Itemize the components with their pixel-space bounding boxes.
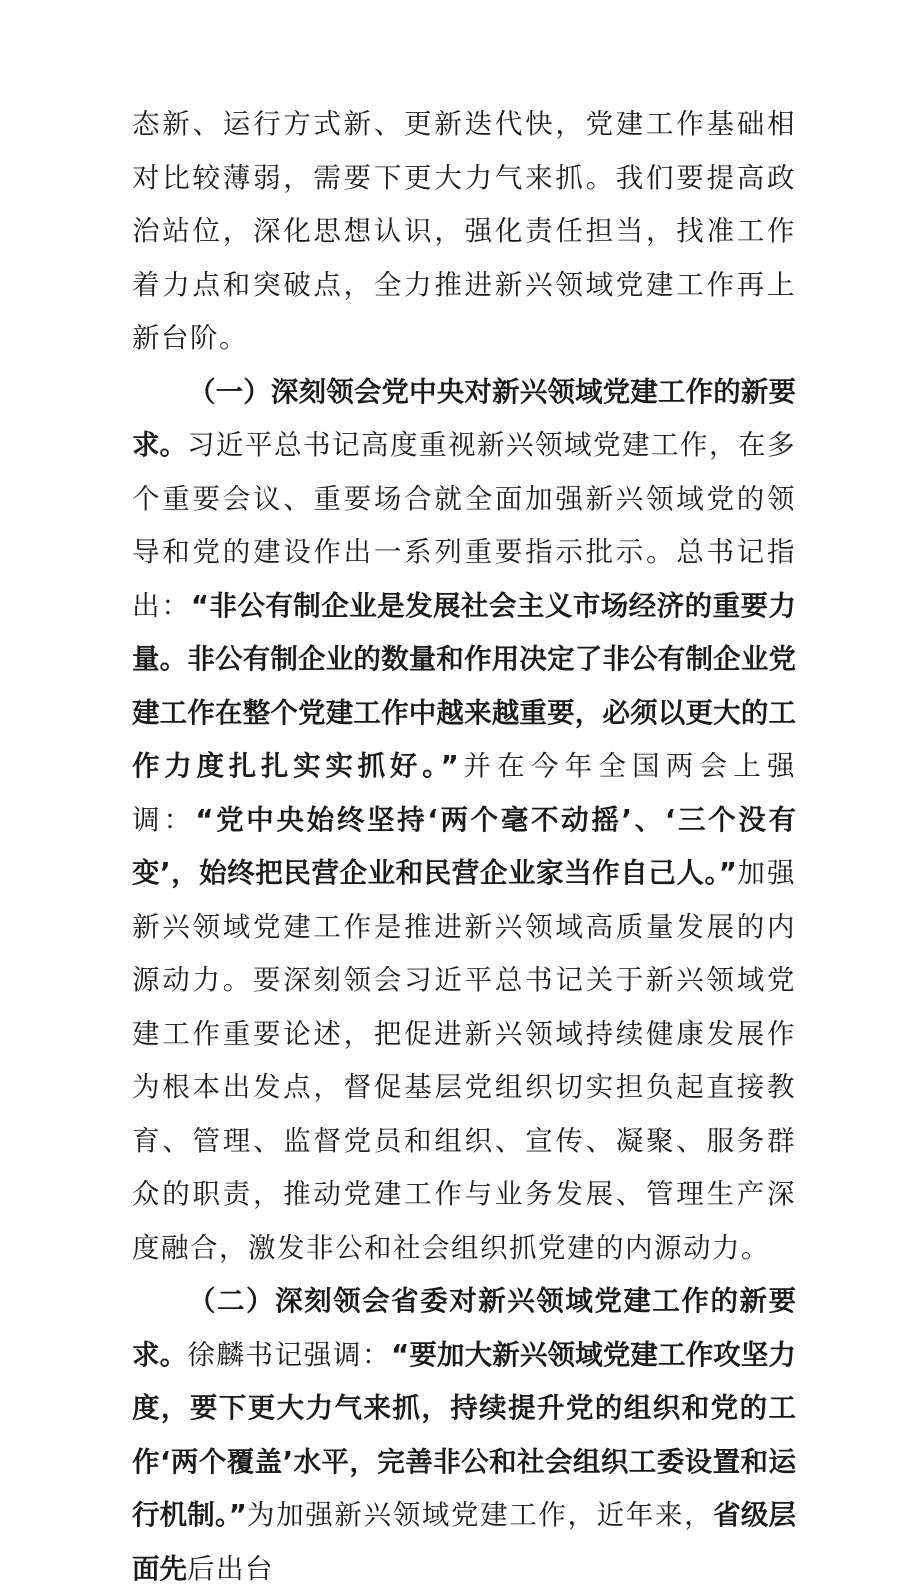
paragraph-text: 并在今年全国两会上强调： (132, 750, 797, 836)
quotation: “要加大新兴领域党建工作攻坚力度，要下更大力气来抓，持续提升党的组织和党的工作‘两个覆盖’水平，完善非公和社会组织工委设置和运行机制。” (132, 1338, 797, 1531)
paragraph-3 (132, 1275, 796, 1596)
paragraph-1 (132, 98, 796, 366)
paragraph-text: 态新、运行方式新、更新迭代快，党建工作基础相对比较薄弱，需要下更大力气来抓。我们要提高政治站位，深化思想认识，强化责任担当，找准工作着力点和突破点，全力推进新兴领域党建工作再上新台阶。 (132, 108, 796, 354)
paragraph-text: 为加强新兴领域党建工作，近年来， (246, 1499, 714, 1531)
quotation: “非公有制企业是发展社会主义市场经济的重要力量。非公有制企业的数量和作用决定了非公有制企业党建工作在整个党建工作中越来越重要，必须以更大的工作力度扎扎实实抓好。” (132, 589, 796, 782)
paragraph-text: 加强新兴领域党建工作是推进新兴领域高质量发展的内源动力。要深刻领会习近平总书记关于新兴领域党建工作重要论述，把促进新兴领域持续健康发展作为根本出发点，督促基层党组织切实担负起直接教育、管理、监督党员和组织、宣传、凝聚、服务群众的职责，推动党建工作与业务发展、管理生产深度融合，激发非公和社会组织抓党建的内源动力。 (132, 857, 797, 1264)
emphasis-text: 省级层面先 (132, 1499, 796, 1585)
section-heading-1: （一）深刻领会党中央对新兴领域党建工作的新要求。 (132, 375, 796, 461)
paragraph-text: 后出台 (187, 1552, 274, 1585)
paragraph-text: 习近平总书记高度重视新兴领域党建工作，在多个重要会议、重要场合就全面加强新兴领域党的领导和党的建设作出一系列重要指示批示。总书记指出： (132, 429, 796, 622)
quotation: “党中央始终坚持‘两个毫不动摇’、‘三个没有变’，始终把民营企业和民营企业家当作自己人。” (132, 803, 796, 889)
paragraph-2 (132, 366, 796, 1276)
paragraph-text: 徐麟书记强调： (187, 1338, 392, 1371)
document-body (132, 98, 796, 1596)
section-heading-2: （二）深刻领会省委对新兴领域党建工作的新要求。 (132, 1285, 796, 1371)
